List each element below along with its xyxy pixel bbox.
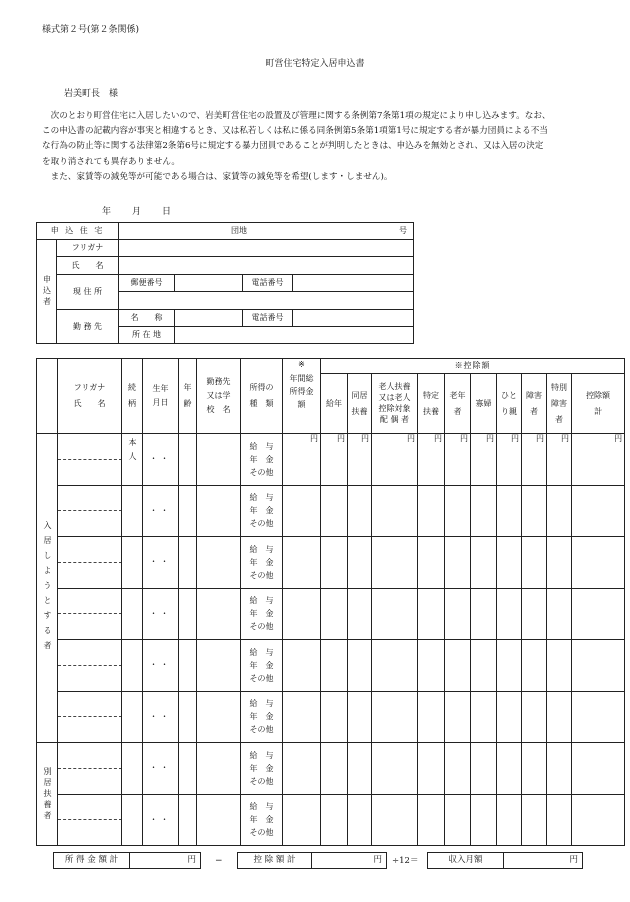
deduction-field[interactable] [471, 640, 497, 692]
income-type-label: その他 [249, 570, 274, 580]
deduction-field[interactable]: 円 [348, 434, 372, 486]
annual-income-field[interactable] [283, 794, 321, 846]
deduction-field[interactable] [321, 743, 348, 795]
deduction-field[interactable] [572, 794, 625, 846]
deduction-field[interactable] [418, 691, 445, 743]
deduction-field[interactable] [348, 743, 372, 795]
work-addr-field[interactable] [175, 327, 414, 344]
minus-sign: − [215, 856, 223, 866]
furigana-divider [58, 459, 122, 460]
deduction-col-header: 老年 者 [445, 374, 471, 434]
form-number: 様式第２号(第２条関係) [42, 25, 140, 35]
deduction-field[interactable] [572, 537, 625, 589]
deduction-field[interactable] [497, 640, 522, 692]
furigana-divider [58, 562, 122, 563]
relation-field[interactable] [122, 794, 143, 846]
income-type-cell [241, 588, 283, 640]
deduction-field[interactable] [497, 743, 522, 795]
deduction-field[interactable] [372, 588, 418, 640]
income-type-cell [241, 640, 283, 692]
member-name-field[interactable] [58, 743, 122, 795]
deduction-field[interactable] [445, 794, 471, 846]
deduction-field[interactable] [497, 794, 522, 846]
birth-date-field[interactable]: ・・ [143, 794, 179, 846]
col-age: 年 齢 [179, 359, 197, 434]
footer-income-total [53, 852, 201, 869]
income-type-label: 給 与 [249, 441, 274, 451]
deduction-field[interactable] [547, 691, 572, 743]
age-field[interactable] [179, 794, 197, 846]
income-type-label: 年 金 [249, 557, 274, 567]
household-row [37, 434, 625, 486]
deduction-field[interactable] [522, 743, 547, 795]
work-name-field[interactable] [175, 310, 243, 327]
income-type-cell [241, 743, 283, 795]
relation-field[interactable] [122, 640, 143, 692]
income-type-cell [241, 794, 283, 846]
birth-date-field[interactable]: ・・ [143, 743, 179, 795]
applicant-table [36, 222, 414, 344]
deduction-field[interactable] [348, 794, 372, 846]
work-school-field[interactable] [197, 640, 241, 692]
furigana-label: フリガナ [57, 240, 119, 257]
deduction-field[interactable] [372, 537, 418, 589]
deduction-field[interactable] [372, 485, 418, 537]
work-label: 勤 務 先 [57, 310, 119, 344]
deduction-field[interactable] [547, 794, 572, 846]
deduction-field[interactable] [445, 743, 471, 795]
birth-date-field[interactable]: ・・ [143, 640, 179, 692]
deduction-field[interactable] [547, 537, 572, 589]
annual-income-field[interactable] [283, 485, 321, 537]
member-name-field[interactable] [58, 691, 122, 743]
member-name-field[interactable] [58, 794, 122, 846]
deduction-field[interactable] [321, 588, 348, 640]
work-school-field[interactable] [197, 537, 241, 589]
deduction-field[interactable] [445, 485, 471, 537]
work-school-field[interactable] [197, 588, 241, 640]
income-type-label: その他 [249, 622, 274, 632]
annual-income-field[interactable]: 円 [283, 434, 321, 486]
deduction-field[interactable] [348, 588, 372, 640]
household-row [37, 537, 625, 589]
relation-field[interactable] [122, 537, 143, 589]
income-type-label: 年 金 [249, 506, 274, 516]
deduction-field[interactable] [547, 485, 572, 537]
age-field[interactable] [179, 434, 197, 486]
date-line[interactable]: 年 月 日 [102, 207, 173, 217]
deduction-field[interactable]: 円 [497, 434, 522, 486]
deduction-col-header: 障害 者 [522, 374, 547, 434]
deduction-col-header: 老人扶養 又は老人 控除対象 配 偶 者 [372, 374, 418, 434]
deduction-col-header: 特別 障害 者 [547, 374, 572, 434]
furigana-divider [58, 716, 122, 717]
household-row [37, 640, 625, 692]
col-annual-income: ※ 年間総 所得金 額 [283, 359, 321, 434]
annual-income-field[interactable] [283, 588, 321, 640]
deduction-field[interactable] [471, 691, 497, 743]
applicant-side-label: 申込者 [37, 240, 57, 344]
deduction-col-header: 控除額 計 [572, 374, 625, 434]
deduction-field[interactable] [547, 588, 572, 640]
group-header-blank [37, 359, 58, 434]
work-name-label: 名 称 [119, 310, 175, 327]
deduction-col-header: ひと り親 [497, 374, 522, 434]
furigana-divider [58, 665, 122, 666]
deduction-field[interactable] [522, 691, 547, 743]
income-type-label: 給 与 [249, 493, 274, 503]
deduction-total-field[interactable]: 円 [373, 855, 382, 865]
body-line: な行為の防止等に関する法律第2条第6号に規定する暴力団員であることが判明したときは、申込みを無効とされ、又は入居の決定 [42, 141, 544, 152]
postal-label: 郵便番号 [119, 275, 175, 292]
relation-field[interactable] [122, 691, 143, 743]
birth-date-field[interactable]: ・・ [143, 691, 179, 743]
household-table [36, 358, 625, 846]
work-school-field[interactable] [197, 434, 241, 486]
deduction-field[interactable]: 円 [372, 434, 418, 486]
work-school-field[interactable] [197, 691, 241, 743]
deduction-field[interactable] [418, 743, 445, 795]
household-row [37, 588, 625, 640]
income-type-cell [241, 691, 283, 743]
furigana-field[interactable] [119, 240, 414, 257]
deduction-field[interactable] [321, 640, 348, 692]
age-field[interactable] [179, 537, 197, 589]
name-field[interactable] [119, 257, 414, 275]
address-label: 現 住 所 [57, 275, 119, 310]
deduction-field[interactable] [372, 640, 418, 692]
deduction-total-label: 控 除 額 計 [238, 853, 312, 868]
income-type-label: 給 与 [249, 647, 274, 657]
deduction-field[interactable] [445, 537, 471, 589]
deduction-col-header: 特定 扶養 [418, 374, 445, 434]
member-name-field[interactable] [58, 537, 122, 589]
birth-date-field[interactable]: ・・ [143, 485, 179, 537]
deduction-field[interactable] [572, 640, 625, 692]
deduction-field[interactable] [418, 640, 445, 692]
body-paragraph [42, 109, 602, 185]
danchi-label: 団地 [231, 226, 248, 235]
income-type-label: 年 金 [249, 712, 274, 722]
deduction-field[interactable] [572, 691, 625, 743]
deduction-field[interactable] [418, 588, 445, 640]
work-phone-field[interactable] [293, 310, 414, 327]
deduction-field[interactable] [418, 485, 445, 537]
income-type-cell [241, 485, 283, 537]
deduction-field[interactable] [572, 588, 625, 640]
income-type-label: その他 [249, 467, 274, 477]
member-name-field[interactable] [58, 588, 122, 640]
deduction-field[interactable] [372, 743, 418, 795]
deduction-field[interactable] [321, 691, 348, 743]
col-furigana-name: フリガナ 氏 名 [58, 359, 122, 434]
income-type-label: 給 与 [249, 544, 274, 554]
gou-label: 号 [399, 226, 408, 235]
income-type-label: 給 与 [249, 596, 274, 606]
deduction-col-header: 給年 [321, 374, 348, 434]
addressee: 岩美町長 様 [64, 89, 119, 99]
deduction-field[interactable] [471, 485, 497, 537]
age-field[interactable] [179, 485, 197, 537]
deduction-field[interactable] [321, 794, 348, 846]
work-school-field[interactable] [197, 485, 241, 537]
deduction-field[interactable] [547, 743, 572, 795]
name-label: 氏 名 [57, 257, 119, 275]
income-type-label: 年 金 [249, 660, 274, 670]
work-school-field[interactable] [197, 743, 241, 795]
relation-field[interactable] [122, 485, 143, 537]
birth-date-field[interactable]: ・・ [143, 537, 179, 589]
deduction-field[interactable] [471, 588, 497, 640]
furigana-divider [58, 768, 122, 769]
income-type-label: 年 金 [249, 609, 274, 619]
phone-label: 電話番号 [243, 275, 293, 292]
age-field[interactable] [179, 640, 197, 692]
col-work: 勤務先 又は学 校 名 [197, 359, 241, 434]
household-row [37, 691, 625, 743]
furigana-divider [58, 819, 122, 820]
phone-field[interactable] [293, 275, 414, 292]
deduction-field[interactable] [348, 691, 372, 743]
deduction-field[interactable] [348, 485, 372, 537]
deduction-field[interactable] [348, 640, 372, 692]
household-row [37, 743, 625, 795]
page-title: 町営住宅特定入居申込書 [265, 59, 365, 69]
deduction-field[interactable]: 円 [522, 434, 547, 486]
postal-field[interactable] [175, 275, 243, 292]
household-row [37, 485, 625, 537]
income-type-label: 給 与 [249, 802, 274, 812]
income-type-label: 年 金 [249, 815, 274, 825]
deduction-field[interactable]: 円 [471, 434, 497, 486]
deduction-field[interactable]: 円 [547, 434, 572, 486]
relation-field[interactable] [122, 743, 143, 795]
deduction-field[interactable]: 円 [445, 434, 471, 486]
member-name-field[interactable] [58, 485, 122, 537]
deduction-field[interactable] [418, 537, 445, 589]
annual-income-field[interactable] [283, 691, 321, 743]
furigana-divider [58, 510, 122, 511]
col-income-type: 所得の 種 類 [241, 359, 283, 434]
income-total-field[interactable]: 円 [187, 855, 196, 865]
deduction-col-header: 寡婦 [471, 374, 497, 434]
work-school-field[interactable] [197, 794, 241, 846]
monthly-income-field[interactable]: 円 [569, 855, 578, 865]
work-phone-label: 電話番号 [243, 310, 293, 327]
body-line: 次のとおり町営住宅に入居したいので、岩美町営住宅の設置及び管理に関する条例第7条第1項の規定により申し込みます。なお、 [42, 111, 551, 121]
furigana-divider [58, 613, 122, 614]
birth-date-field[interactable]: ・・ [143, 588, 179, 640]
deduction-field[interactable] [445, 640, 471, 692]
income-type-label: その他 [249, 776, 274, 786]
deduction-field[interactable] [471, 537, 497, 589]
annual-income-field[interactable] [283, 640, 321, 692]
annual-income-field[interactable] [283, 743, 321, 795]
body-line: この申込書の記載内容が事実と相違するとき、又は私若しくは私に係る同条例第5条第1項第1号に規定する者が暴力団員による不当 [42, 126, 548, 137]
deduction-field[interactable] [497, 691, 522, 743]
deduction-field[interactable] [497, 588, 522, 640]
age-field[interactable] [179, 743, 197, 795]
deduction-field[interactable] [348, 537, 372, 589]
deduction-field[interactable] [372, 794, 418, 846]
deduction-field[interactable] [321, 485, 348, 537]
income-type-label: 年 金 [249, 454, 274, 464]
group-residents-label: 入居しようとする者 [37, 434, 58, 743]
col-relation: 続 柄 [122, 359, 143, 434]
housing-label: 申 込 住 宅 [37, 223, 119, 240]
deduction-field[interactable] [547, 640, 572, 692]
divide-twelve: ÷12＝ [392, 856, 419, 866]
age-field[interactable] [179, 691, 197, 743]
deduction-field[interactable] [497, 537, 522, 589]
income-total-label: 所 得 金 額 計 [54, 853, 130, 868]
income-type-label: 年 金 [249, 763, 274, 773]
household-row [37, 794, 625, 846]
income-type-cell [241, 434, 283, 486]
deduction-field[interactable] [522, 485, 547, 537]
member-name-field[interactable] [58, 640, 122, 692]
income-type-label: その他 [249, 519, 274, 529]
income-type-cell [241, 537, 283, 589]
deduction-field[interactable] [497, 485, 522, 537]
deduction-field[interactable] [572, 485, 625, 537]
deduction-field[interactable] [522, 588, 547, 640]
income-type-label: その他 [249, 828, 274, 838]
group-separate-label: 別居扶養者 [37, 743, 58, 846]
annual-income-field[interactable] [283, 537, 321, 589]
deduction-field[interactable]: 円 [572, 434, 625, 486]
deduction-field[interactable] [471, 794, 497, 846]
deduction-field[interactable] [372, 691, 418, 743]
age-field[interactable] [179, 588, 197, 640]
relation-field[interactable] [122, 434, 143, 486]
income-type-label: その他 [249, 673, 274, 683]
relation-field[interactable] [122, 588, 143, 640]
col-birth: 生年 月日 [143, 359, 179, 434]
income-type-label: 給 与 [249, 699, 274, 709]
income-type-label: その他 [249, 725, 274, 735]
housing-field[interactable] [119, 223, 414, 240]
body-line: また、家賃等の減免等が可能である場合は、家賃等の減免等を希望(します・しません)。 [42, 171, 393, 182]
deduction-group-header: ※控除額 [321, 359, 625, 374]
deduction-field[interactable]: 円 [418, 434, 445, 486]
deduction-field[interactable] [572, 743, 625, 795]
honnin-label: 本人 [128, 438, 137, 466]
deduction-col-header: 同居 扶養 [348, 374, 372, 434]
footer-deduction-total [237, 852, 387, 869]
deduction-field[interactable] [522, 537, 547, 589]
deduction-field[interactable]: 円 [321, 434, 348, 486]
deduction-field[interactable] [418, 794, 445, 846]
deduction-field[interactable] [471, 743, 497, 795]
deduction-field[interactable] [522, 640, 547, 692]
address-field[interactable] [119, 292, 414, 310]
deduction-field[interactable] [321, 537, 348, 589]
member-name-field[interactable] [58, 434, 122, 486]
monthly-income-label: 収入月額 [428, 853, 504, 868]
work-addr-label: 所 在 地 [119, 327, 175, 344]
deduction-field[interactable] [522, 794, 547, 846]
body-line: を取り消されても異存ありません。 [42, 156, 181, 167]
footer-monthly-income [427, 852, 583, 869]
birth-date-field[interactable]: ・・ [143, 434, 179, 486]
deduction-field[interactable] [445, 691, 471, 743]
income-type-label: 給 与 [249, 750, 274, 760]
deduction-field[interactable] [445, 588, 471, 640]
